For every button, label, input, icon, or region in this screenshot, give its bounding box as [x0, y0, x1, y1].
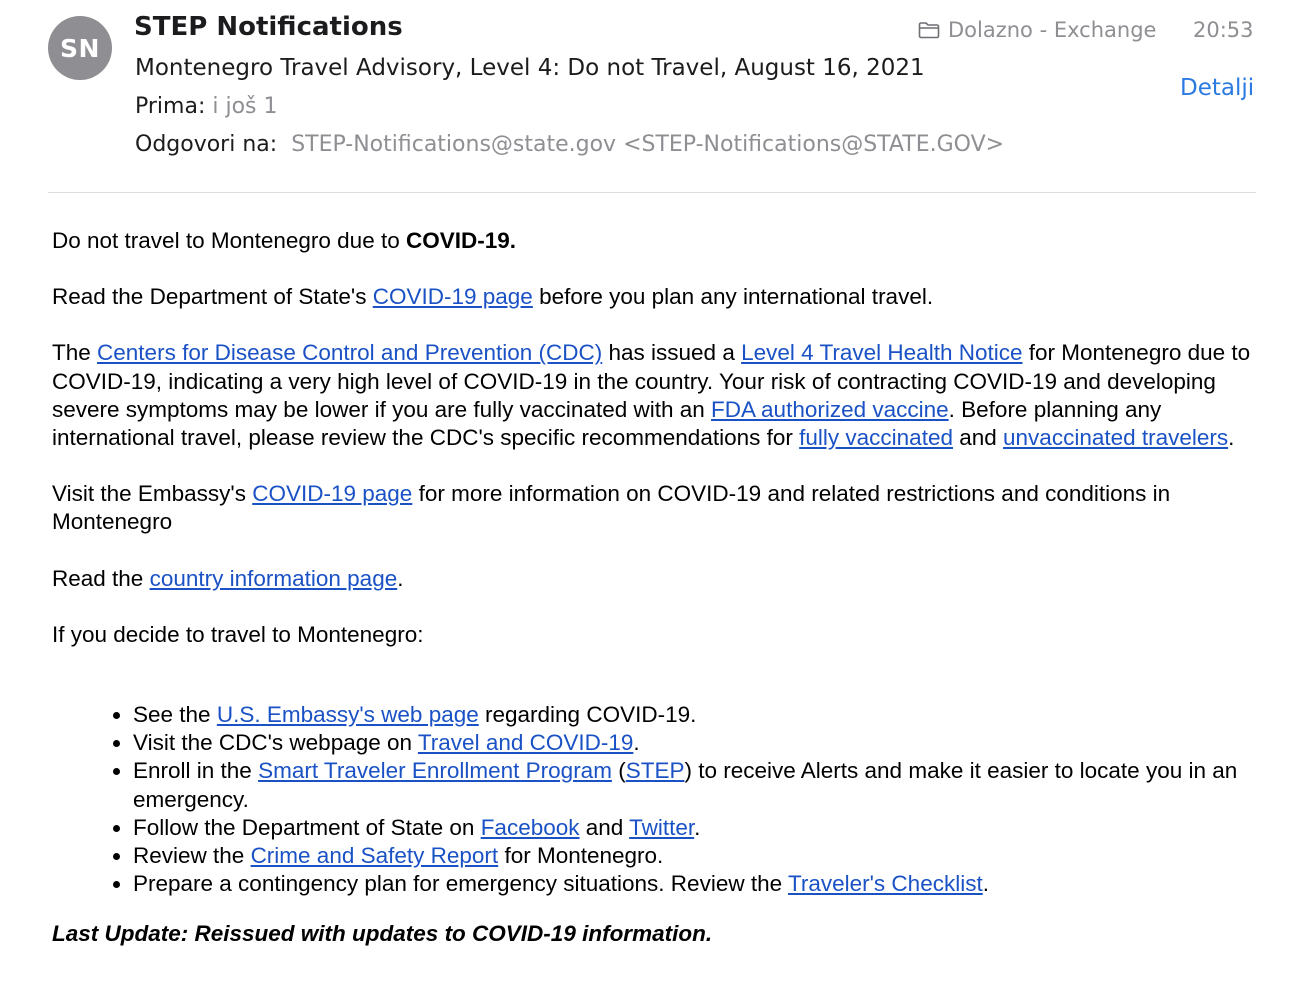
reply-to-row [135, 132, 1004, 157]
fully-vaccinated-link[interactable]: fully vaccinated [799, 425, 953, 451]
step-link[interactable]: STEP [625, 758, 685, 784]
recipients-row [135, 94, 278, 119]
recipients-label: Prima: [135, 94, 206, 119]
list-item: • Follow the Department of State on Facebook and Twitter. [133, 814, 1267, 842]
email-subject: Montenegro Travel Advisory, Level 4: Do not Travel, August 16, 2021 [135, 55, 925, 81]
twitter-link[interactable]: Twitter [629, 814, 695, 840]
covid-bold-text: COVID-19. [405, 228, 516, 253]
email-body [52, 227, 1267, 977]
facebook-link[interactable]: Facebook [480, 814, 580, 840]
crime-safety-report-link[interactable]: Crime and Safety Report [250, 843, 499, 869]
state-covid-page-link[interactable]: COVID-19 page [372, 284, 533, 310]
paragraph-embassy: Visit the Embassy's COVID-19 page for more information on COVID-19 and related restrictions and conditions in Montenegro [52, 481, 1171, 535]
mailbox-folder[interactable] [918, 18, 1156, 42]
recipients-more-link[interactable]: i još 1 [212, 94, 278, 119]
smart-traveler-program-link[interactable]: Smart Traveler Enrollment Program [258, 758, 612, 784]
folder-icon [918, 21, 940, 39]
fda-vaccine-link[interactable]: FDA authorized vaccine [711, 396, 949, 422]
travel-and-covid-link[interactable]: Travel and COVID-19 [417, 730, 634, 756]
travel-recommendations-list [52, 701, 1267, 898]
reply-to-label: Odgovori na: [135, 132, 278, 157]
email-header [0, 0, 1293, 195]
paragraph-country-info: Read the country information page. [52, 565, 404, 591]
country-information-link[interactable]: country information page [149, 565, 398, 591]
us-embassy-web-page-link[interactable]: U.S. Embassy's web page [216, 702, 479, 728]
unvaccinated-travelers-link[interactable]: unvaccinated travelers [1003, 425, 1229, 451]
list-item: • Prepare a contingency plan for emergency situations. Review the Traveler's Checklist. [133, 870, 1267, 898]
paragraph-state-covid: Read the Department of State's COVID-19 page before you plan any international travel. [52, 284, 934, 310]
list-item: • Enroll in the Smart Traveler Enrollment Program (STEP) to receive Alerts and make it easier to locate you in an emergency. [133, 757, 1267, 813]
received-time: 20:53 [1193, 18, 1254, 42]
folder-label: Dolazno - Exchange [948, 18, 1157, 42]
list-item: • See the U.S. Embassy's web page regarding COVID-19. [133, 701, 1267, 729]
paragraph-cdc-notice: The Centers for Disease Control and Prevention (CDC) has issued a Level 4 Travel Health Notice for Montenegro due to COVID-19, indicating a very high level of COVID-19 in the country. Your risk of contracting COVID-19 and developing severe symptoms may be lower if you are fully vaccinated with an FDA authorized vaccine. Before planning any international travel, please review the CDC's specific recommendations for fully vaccinated and unvaccinated travelers. [52, 340, 1251, 451]
list-item: • Review the Crime and Safety Report for Montenegro. [133, 842, 1267, 870]
last-update-note: Last Update: Reissued with updates to COVID-19 information. [52, 921, 713, 947]
header-divider [48, 192, 1256, 193]
travelers-checklist-link[interactable]: Traveler's Checklist [787, 871, 983, 897]
level4-health-notice-link[interactable]: Level 4 Travel Health Notice [741, 340, 1023, 366]
paragraph-if-travel: If you decide to travel to Montenegro: [52, 621, 424, 647]
reply-to-address[interactable]: STEP-Notifications@state.gov <STEP-Notifications@STATE.GOV> [291, 132, 1005, 157]
list-item: • Visit the CDC's webpage on Travel and COVID-19. [133, 729, 1267, 757]
sender-name: STEP Notifications [134, 12, 403, 42]
cdc-link[interactable]: Centers for Disease Control and Prevention (CDC) [97, 340, 603, 366]
sender-avatar: SN [48, 16, 112, 80]
details-button[interactable]: Detalji [1180, 75, 1255, 101]
paragraph-travel-warning: Do not travel to Montenegro due to COVID-19. [52, 228, 516, 253]
embassy-covid-page-link[interactable]: COVID-19 page [252, 481, 413, 507]
